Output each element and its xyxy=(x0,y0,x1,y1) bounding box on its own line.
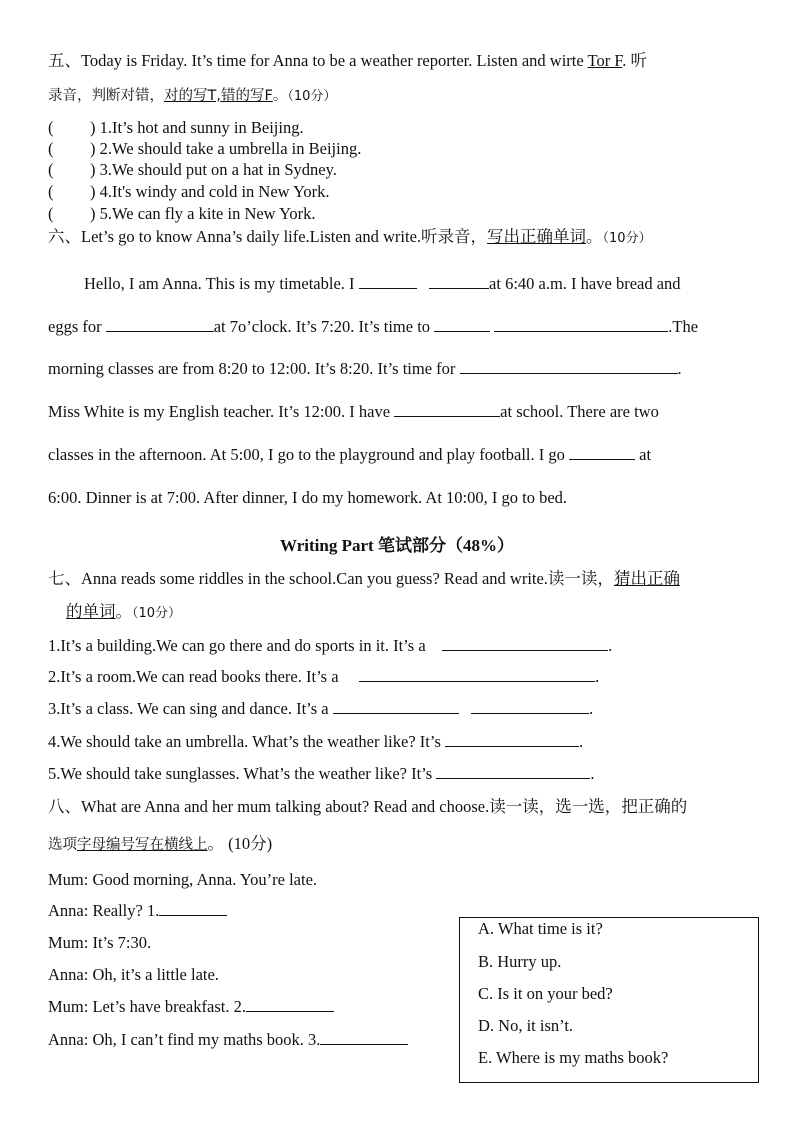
dialog-blank-3[interactable] xyxy=(320,1030,408,1045)
writing-part-heading: Writing Part 笔试部分（48%） xyxy=(280,536,514,555)
riddle-blank-3b[interactable] xyxy=(471,699,589,714)
dialog-line-4: Anna: Oh, it’s a little late. xyxy=(48,965,219,984)
tf-item-4: ( ) 4.It's windy and cold in New York. xyxy=(48,182,330,201)
section5-instruction: 录音，判断对错，对的写T,错的写F。（10分） xyxy=(48,88,337,104)
section5-title: 五、Today is Friday. It’s time for Anna to be a weather reporter. Listen and wirte Tor F. 听 xyxy=(48,51,647,70)
passage-line-4: Miss White is my English teacher. It’s 12:00. I have at school. There are two xyxy=(48,402,659,421)
option-d: D. No, it isn’t. xyxy=(478,1016,574,1035)
dialog-line-2: Anna: Really? 1. xyxy=(48,901,227,921)
blank-6[interactable] xyxy=(569,445,635,460)
blank-4[interactable] xyxy=(460,359,678,374)
dialog-line-6: Anna: Oh, I can’t find my maths book. 3. xyxy=(48,1030,408,1050)
passage-line-6: 6:00. Dinner is at 7:00. After dinner, I do my homework. At 10:00, I go to bed. xyxy=(48,488,568,507)
riddle-1: 1.It’s a building.We can go there and do sports in it. It’s a . xyxy=(48,636,613,655)
section8-title: 八、What are Anna and her mum talking about? Read and choose.读一读，选一选，把正确的 xyxy=(48,797,688,816)
section7-title: 七、Anna reads some riddles in the school.Can you guess? Read and write.读一读，猜出正确 xyxy=(48,569,680,588)
blank-2[interactable] xyxy=(106,317,214,332)
passage-line-3: morning classes are from 8:20 to 12:00. It’s 8:20. It’s time for . xyxy=(48,359,682,378)
options-box xyxy=(459,917,759,1083)
riddle-blank-1[interactable] xyxy=(442,636,608,651)
dialog-blank-2[interactable] xyxy=(246,997,334,1012)
blank-3b[interactable] xyxy=(494,317,668,332)
blank-5[interactable] xyxy=(394,402,500,417)
dialog-line-1: Mum: Good morning, Anna. You’re late. xyxy=(48,870,318,889)
section7-title-cont: 的单词。（10分） xyxy=(66,602,182,621)
riddle-blank-5[interactable] xyxy=(436,764,590,779)
passage-line-5: classes in the afternoon. At 5:00, I go to the playground and play football. I go at xyxy=(48,445,652,464)
dialog-line-3: Mum: It’s 7:30. xyxy=(48,933,152,952)
blank-1b[interactable] xyxy=(429,274,489,289)
tf-item-2: ( ) 2.We should take a umbrella in Beijing. xyxy=(48,139,362,158)
passage-line-2: eggs for at 7o’clock. It’s 7:20. It’s time to .The xyxy=(48,317,699,336)
tf-item-1: ( ) 1.It’s hot and sunny in Beijing. xyxy=(48,118,304,137)
option-b: B. Hurry up. xyxy=(478,952,562,971)
option-c: C. Is it on your bed? xyxy=(478,984,613,1003)
option-e: E. Where is my maths book? xyxy=(478,1048,669,1067)
riddle-5: 5.We should take sunglasses. What’s the weather like? It’s . xyxy=(48,764,595,783)
dialog-blank-1[interactable] xyxy=(159,901,227,916)
section8-instruction: 选项字母编号写在横线上。 (10分) xyxy=(48,834,273,853)
section6-title: 六、Let’s go to know Anna’s daily life.Listen and write.听录音，写出正确单词。（10分） xyxy=(48,227,652,246)
option-a: A. What time is it? xyxy=(478,919,603,938)
tf-item-3: ( ) 3.We should put on a hat in Sydney. xyxy=(48,160,337,179)
riddle-4: 4.We should take an umbrella. What’s the weather like? It’s . xyxy=(48,732,584,751)
blank-3a[interactable] xyxy=(434,317,490,332)
tf-item-5: ( ) 5.We can fly a kite in New York. xyxy=(48,204,316,223)
riddle-blank-4[interactable] xyxy=(445,732,579,747)
dialog-line-5: Mum: Let’s have breakfast. 2. xyxy=(48,997,334,1017)
blank-1a[interactable] xyxy=(359,274,417,289)
riddle-blank-3a[interactable] xyxy=(333,699,459,714)
riddle-blank-2[interactable] xyxy=(359,667,595,682)
riddle-2: 2.It’s a room.We can read books there. It’s a . xyxy=(48,667,600,686)
passage-line-1: Hello, I am Anna. This is my timetable. I at 6:40 a.m. I have bread and xyxy=(84,274,681,293)
riddle-3: 3.It’s a class. We can sing and dance. It’s a . xyxy=(48,699,594,718)
